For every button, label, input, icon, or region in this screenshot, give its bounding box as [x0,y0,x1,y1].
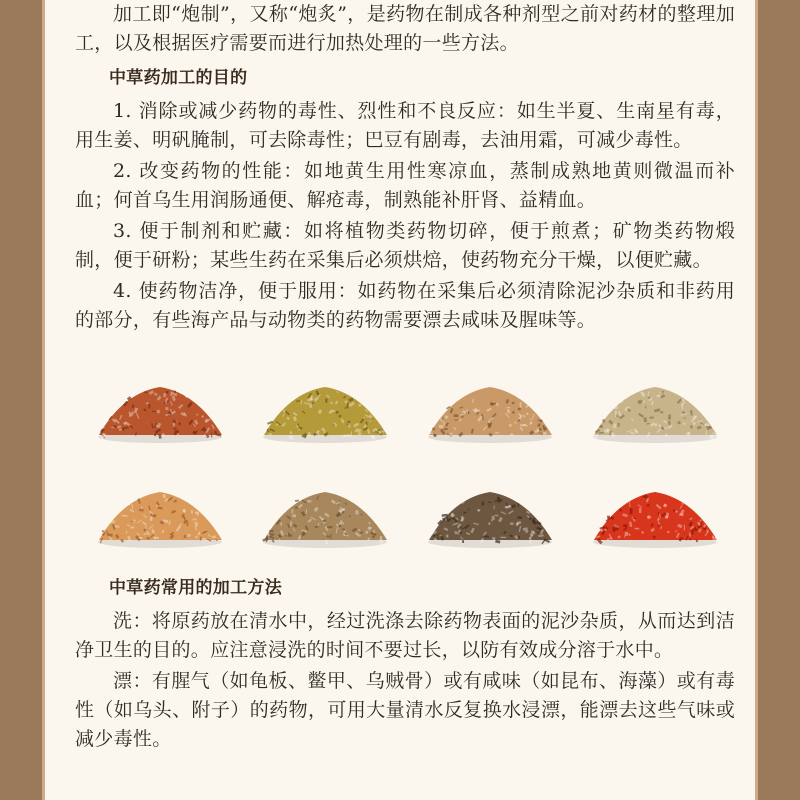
lower-text-block [75,574,735,754]
method-wash: 洗：将原药放在清水中，经过洗涤去除药物表面的泥沙杂质，从而达到洁净卫生的目的。应注意浸洗的时间不要过长，以防有效成分溶于水中。 [75,610,735,661]
purpose-item-3: 3. 便于制剂和贮藏：如将植物类药物切碎，便于煎煮；矿物类药物煅制，便于研粉；某些生药在采集后必须烘焙，使药物充分干燥，以便贮藏。 [75,220,735,271]
herb-photo-gallery [93,355,723,555]
purpose-item-4: 4. 使药物洁净，便于服用：如药物在采集后必须清除泥沙杂质和非药用的部分，有些海产品与动物类的药物需要漂去咸味及腥味等。 [75,280,735,331]
section-title-methods: 中草药常用的加工方法 [109,578,282,598]
herb-pile-image [93,470,228,550]
herb-pile-image [423,470,558,550]
method-soak: 漂：有腥气（如龟板、鳖甲、乌贼骨）或有咸味（如昆布、海藻）或有毒性（如乌头、附子）的药物，可用大量清水反复换水浸漂，能漂去这些气味或减少毒性。 [75,670,735,750]
document-page [42,0,758,800]
upper-text-block [75,0,735,335]
purpose-item-2: 2. 改变药物的性能：如地黄生用性寒凉血，蒸制成熟地黄则微温而补血；何首乌生用润肠通便、解疮毒，制熟能补肝肾、益精血。 [75,160,735,211]
herb-pile-image [93,365,228,445]
herb-pile-image [423,365,558,445]
herb-pile-image [588,365,723,445]
herb-pile-image [258,470,393,550]
herb-pile-image [258,365,393,445]
purpose-item-1: 1. 消除或减少药物的毒性、烈性和不良反应：如生半夏、生南星有毒，用生姜、明矾腌制，可去除毒性；巴豆有剧毒，去油用霜，可减少毒性。 [75,100,735,151]
intro-paragraph: 加工即“炮制”，又称“炮炙”，是药物在制成各种剂型之前对药材的整理加工，以及根据医疗需要而进行加热处理的一些方法。 [75,3,735,54]
section-title-purpose: 中草药加工的目的 [109,68,248,88]
herb-pile-image [588,470,723,550]
